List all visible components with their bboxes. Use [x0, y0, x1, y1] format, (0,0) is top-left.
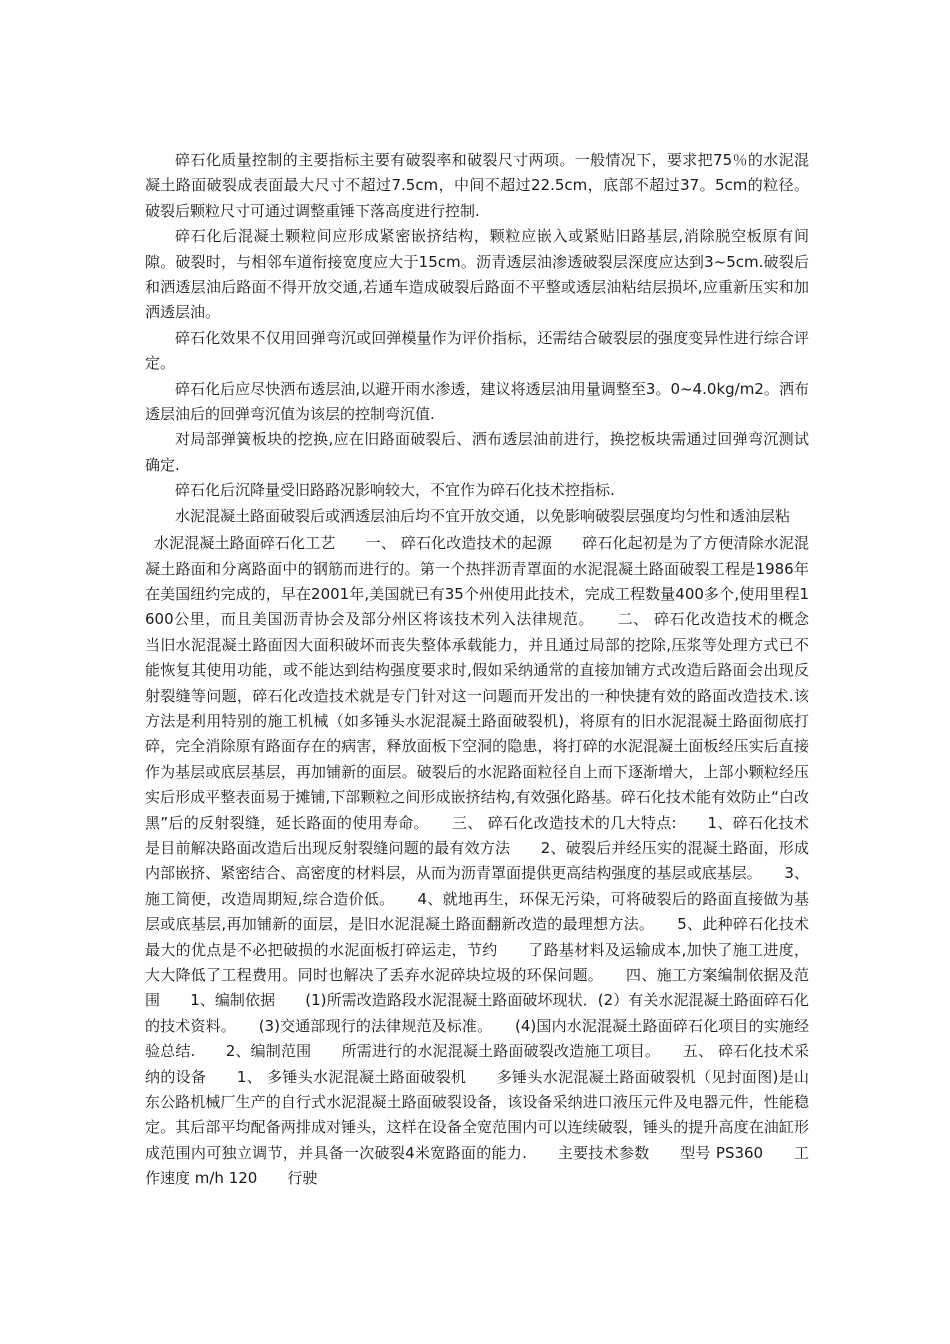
- paragraph-particle-structure: 碎石化后混凝土颗粒间应形成紧密嵌挤结构，颗粒应嵌入或紧贴旧路基层,消除脱空板原有间隙。破裂时，与相邻车道衔接宽度应大于15cm。沥青透层油渗透破裂层深度应达到3~5cm.破裂后和洒透层油后路面不得开放交通,若通车造成破裂后路面不平整或透层油粘结层损坏,应重新压实和加洒透层油。: [145, 227, 809, 322]
- paragraph-quality-control: 碎石化质量控制的主要指标主要有破裂率和破裂尺寸两项。一般情况下，要求把75％的水泥混凝土路面破裂成表面最大尺寸不超过7.5cm，中间不超过22.5cm，底部不超过37。5cm的粒径。破裂后颗粒尺寸可通过调整重锤下落高度进行控制.: [145, 151, 809, 220]
- paragraph-prime-coat: 碎石化后应尽快洒布透层油,以避开雨水渗透，建议将透层油用量调整至3。0~4.0kg/m2。洒布透层油后的回弹弯沉值为该层的控制弯沉值.: [145, 379, 809, 424]
- paragraph-evaluation: 碎石化效果不仅用回弹弯沉或回弹模量作为评价指标，还需结合破裂层的强度变异性进行综合评定。: [145, 328, 809, 373]
- paragraph-process-overview: 水泥混凝土路面碎石化工艺 一、 碎石化改造技术的起源 碎石化起初是为了方便清除水泥混凝土路面和分离路面中的钢筋而进行的。第一个热拌沥青罩面的水泥混凝土路面破裂工程是1986年在美国纽约完成的，早在2001年,美国就已有35个州使用此技术，完成工程数量400多个,使用里程1600公里，而且美国沥青协会及部分州区将该技术列入法律规范。 二、 碎石化改造技术的概念 当旧水泥混凝土路面因大面积破坏而丧失整体承载能力，并且通过局部的挖除,压浆等处理方式已不能恢复其使用功能，或不能达到结构强度要求时,假如采纳通常的直接加铺方式改造后路面会出现反射裂缝等问题，碎石化改造技术就是专门针对这一问题而开发出的一种快捷有效的路面改造技术.该方法是利用特别的施工机械（如多锤头水泥混凝土路面破裂机)，将原有的旧水泥混凝土路面彻底打碎，完全消除原有路面存在的病害，释放面板下空洞的隐患，将打碎的水泥混凝土面板经压实后直接作为基层或底层基层，再加铺新的面层。破裂后的水泥路面粒径自上而下逐渐增大，上部小颗粒经压实后形成平整表面易于摊铺,下部颗粒之间形成嵌挤结构,有效强化路基。碎石化技术能有效防止“白改黑”后的反射裂缝，延长路面的使用寿命。 三、 碎石化改造技术的几大特点: 1、碎石化技术是目前解决路面改造后出现反射裂缝问题的最有效方法 2、破裂后并经压实的混凝土路面，形成内部嵌挤、紧密结合、高密度的材料层，从而为沥青罩面提供更高结构强度的基层或底基层。 3、施工简便，改造周期短,综合造价低。 4、就地再生，环保无污染，可将破裂后的路面直接做为基层或底基层,再加铺新的面层，是旧水泥混凝土路面翻新改造的最理想方法。 5、此种碎石化技术最大的优点是不必把破损的水泥面板打碎运走，节约 了路基材料及运输成本,加快了施工进度，大大降低了工程费用。同时也解决了丢弃水泥碎块垃圾的环保问题。 四、施工方案编制依据及范围 1、编制依据 (1)所需改造路段水泥混凝土路面破坏现状．(2）有关水泥混凝土路面碎石化的技术资料。 (3)交通部现行的法律规范及标准。 (4)国内水泥混凝土路面碎石化项目的实施经验总结. 2、编制范围 所需进行的水泥混凝土路面破裂改造施工项目。 五、 碎石化技术采纳的设备 1、 多锤头水泥混凝土路面破裂机 多锤头水泥混凝土路面破裂机（见封面图)是山东公路机械厂生产的自行式水泥混凝土路面破裂设备，该设备采纳进口液压元件及电器元件，性能稳定。其后部平均配备两排成对锤头，这样在设备全宽范围内可以连续破裂，锤头的提升高度在油缸形成范围内可独立调节，并具备一次破裂4米宽路面的能力. 主要技术参数 型号 PS360 工作速度 m/h 120 行驶: [145, 534, 840, 1188]
- paragraph-spring-slab: 对局部弹簧板块的挖换,应在旧路面破裂后、洒布透层油前进行，换挖板块需通过回弹弯沉测试确定.: [145, 430, 809, 474]
- paragraph-traffic: 水泥混凝土路面破裂后或洒透层油后均不宜开放交通，以免影响破裂层强度均匀性和透油层粘: [175, 506, 791, 525]
- document-body: [145, 148, 840, 1192]
- paragraph-settlement: 碎石化后沉降量受旧路路况影响较大，不宜作为碎石化技术控指标.: [175, 481, 615, 500]
